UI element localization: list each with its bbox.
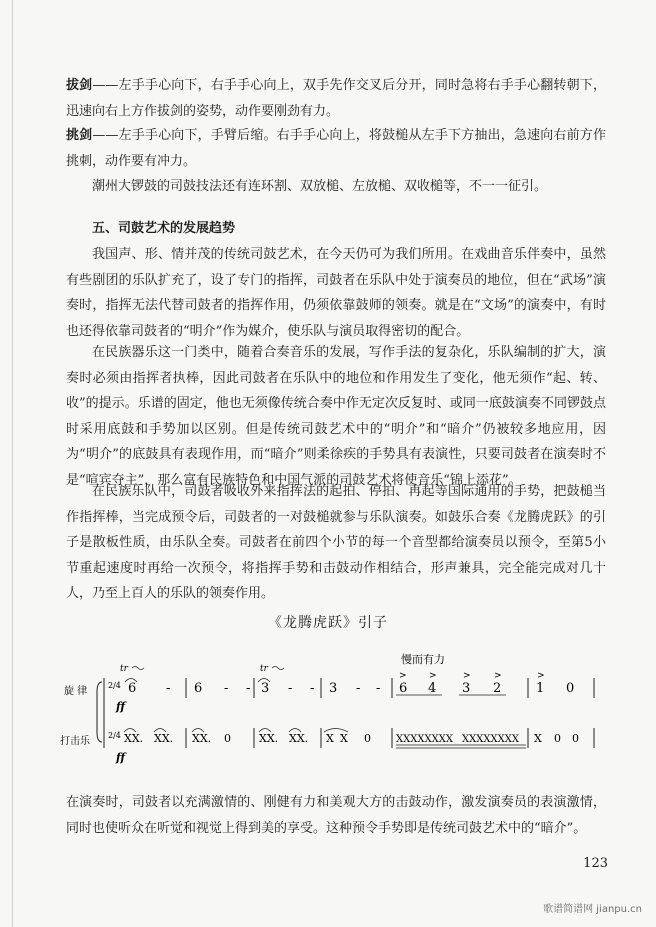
- percussion-hit: XX.: [154, 732, 174, 745]
- percussion-hit: X: [534, 732, 542, 745]
- trill-mark-1: tr: [120, 664, 128, 674]
- melody-dash: -: [288, 681, 293, 696]
- paragraph-bajian-text: ——左手手心向下，右手手心向上，双手先作交叉后分开，同时急将右手手心翻转朝下，迅速向右上方作拔剑的姿势，动作要刚劲有力。: [66, 78, 606, 119]
- dynamic-marking-upper: ff: [116, 700, 126, 713]
- dynamic-marking-lower: ff: [116, 751, 126, 764]
- paragraph-bajian: [66, 73, 606, 124]
- melody-note: 2: [493, 681, 502, 696]
- accent-mark: >: [537, 671, 545, 681]
- time-signature-lower: 2/4: [108, 731, 121, 740]
- percussion-roll: XXXXXXXX: [462, 734, 519, 745]
- time-signature-upper: 2/4: [108, 681, 121, 690]
- melody-dash: -: [246, 681, 251, 696]
- percussion-roll: XXXXXXXX: [396, 734, 453, 745]
- melody-note: 4: [428, 681, 437, 696]
- score-notation: [58, 648, 618, 773]
- page-number: 123: [583, 856, 608, 871]
- melody-line: [125, 678, 594, 698]
- percussion-line: [124, 728, 594, 748]
- trill-mark-2: tr: [260, 664, 268, 674]
- trill-wave-1: [132, 667, 144, 670]
- accent-mark: >: [494, 671, 502, 681]
- percussion-hit: XX.: [259, 732, 279, 745]
- percussion-hit: XX.: [124, 732, 144, 745]
- paragraph-performance: 在演奏时，司鼓者以充满激情的、刚健有力和美观大方的击鼓动作，激发演奏员的表演激情，同时也使听众在听觉和视觉上得到美的享受。这种预令手势即是传统司鼓艺术中的“暗介”。: [66, 795, 606, 836]
- percussion-hit: X: [340, 732, 348, 745]
- melody-note: 1: [536, 681, 545, 696]
- melody-note: 3: [261, 681, 270, 696]
- percussion-rest: 0: [554, 732, 561, 745]
- watermark: 歌谱简谱网 jianpu.cn: [543, 904, 642, 915]
- melody-dash: -: [166, 681, 171, 696]
- accent-mark: >: [463, 671, 471, 681]
- melody-note: 3: [462, 681, 471, 696]
- tempo-marking: 慢而有力: [401, 653, 445, 666]
- melody-dash: -: [224, 681, 229, 696]
- melody-note: 6: [194, 681, 203, 696]
- paragraph-orchestra: 在民族乐队中，司鼓者吸收外来指挥法的起拍、停拍、再起等国际通用的手势，把鼓槌当作指挥棒，当完成预令后，司鼓者的一对鼓槌就参与乐队演奏。如鼓乐合奏《龙腾虎跃》的引子是散板性质，由乐队全奏。司鼓者在前四个小节的每一个音型都给演奏员以预令，至第5小节重起速度时再给一次预令，将指挥手势和击鼓动作相结合，形声兼具，完全能完成对几十人，乃至上百人的乐队的领奏作用。: [66, 484, 606, 601]
- section-heading: 五、司鼓艺术的发展趋势: [92, 221, 236, 236]
- score-title: 《龙腾虎跃》引子: [268, 615, 388, 631]
- system-brace: [97, 682, 102, 742]
- paragraph-instrumental: 在民族器乐这一门类中，随着合奏音乐的发展，写作手法的复杂化，乐队编制的扩大，演奏时必须由指挥者执棒，因此司鼓者在乐队中的地位和作用发生了变化，他无须作“起、转、收”的提示。乐谱的固定，他也无须像传统合奏中作无定次反复时、或同一底鼓演奏不同锣鼓点时采用底鼓和手势加以区别。但是传统司鼓艺术中的“明介”和“暗介”仍被较多地应用，因为“明介”的底鼓具有表现作用，而“暗介”则柔徐疾的手势具有表演性，只要司鼓者在演奏时不是“喧宾夺主”，那么富有民族特色和中国气派的司鼓艺术将使音乐“锦上添花”。: [66, 345, 606, 488]
- trill-wave-2: [272, 667, 284, 670]
- percussion-hit: XX.: [289, 732, 309, 745]
- paragraph-tradition: 我国声、形、情并茂的传统司鼓艺术，在今天仍可为我们所用。在戏曲音乐伴奏中，虽然有些剧团的乐队扩充了，设了专门的指挥，司鼓者在乐队中处于演奏员的地位，但在“武场”演奏时，指挥无法代替司鼓者的指挥作用，仍须依靠鼓师的领奏。就是在“文场”的演奏中，有时也还得依靠司鼓者的“明介”作为媒介，使乐队与演员取得密切的配合。: [66, 247, 606, 339]
- instrument-label-melody: 旋 律: [64, 686, 88, 697]
- percussion-rest: 0: [364, 732, 371, 745]
- melody-note: 6: [399, 681, 408, 696]
- melody-dash: -: [376, 681, 381, 696]
- percussion-hit: XX.: [192, 732, 212, 745]
- accent-mark: >: [429, 671, 437, 681]
- accent-mark: >: [399, 671, 407, 681]
- term-tiaojian: 挑剑: [66, 128, 93, 143]
- melody-note: 6: [128, 681, 137, 696]
- term-bajian: 拔剑: [66, 78, 93, 93]
- percussion-hit: X: [326, 732, 334, 745]
- paragraph-tiaojian-text: ——左手手心向下，手臂后缩。右手手心向上，将鼓槌从左手下方抽出，急速向右前方作挑刺，动作要有冲力。: [66, 128, 606, 169]
- instrument-label-percussion: 打击乐: [60, 736, 90, 747]
- percussion-rest: 0: [224, 732, 231, 745]
- paragraph-chaozhou: 潮州大锣鼓的司鼓技法还有连环割、双放槌、左放槌、双收槌等，不一一征引。: [92, 179, 548, 194]
- page-binding-edge: [12, 0, 13, 927]
- paragraph-tiaojian: [66, 123, 606, 174]
- melody-note: 0: [566, 681, 575, 696]
- percussion-rest: 0: [572, 732, 579, 745]
- melody-dash: -: [310, 681, 315, 696]
- melody-dash: -: [356, 681, 361, 696]
- melody-note: 3: [329, 681, 338, 696]
